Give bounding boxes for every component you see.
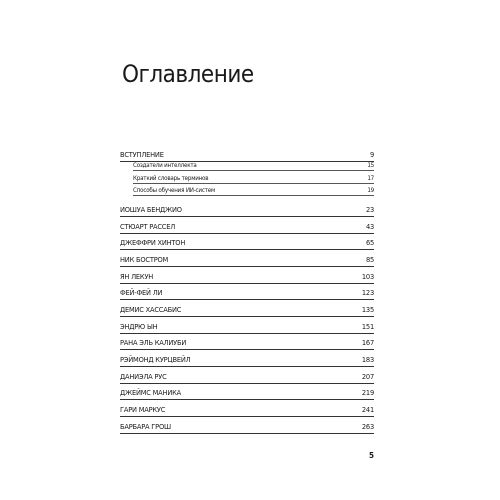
- toc-entry-page: 9: [369, 150, 374, 159]
- toc-entry-label: ДЖЕЙМС МАНИКА: [120, 388, 181, 397]
- toc-entry-label: РЭЙМОНД КУРЦВЕЙЛ: [120, 355, 191, 364]
- toc-entry-page: 43: [365, 222, 374, 231]
- toc-entry: [120, 288, 374, 297]
- toc-entry: [120, 305, 374, 314]
- toc-entry-page: 23: [365, 205, 374, 214]
- toc-entry-label: ГАРИ МАРКУС: [120, 405, 166, 414]
- toc-entry: [120, 175, 374, 182]
- toc-entry-page: 135: [361, 305, 374, 314]
- toc-entry: [120, 405, 374, 414]
- toc-entry: [120, 322, 374, 331]
- toc-entry-label: ФЕЙ-ФЕЙ ЛИ: [120, 288, 163, 297]
- toc-entry: [120, 187, 374, 194]
- toc-entry: [120, 222, 374, 231]
- toc-entry-label: НИК БОСТРОМ: [120, 255, 169, 264]
- toc-entry: [120, 272, 374, 281]
- toc-entry-page: 19: [367, 187, 374, 194]
- toc-entry: [120, 388, 374, 397]
- toc-entry: [120, 238, 374, 247]
- toc-entry-label: СТЮАРТ РАССЕЛ: [120, 222, 176, 231]
- toc-entry-page: 219: [361, 388, 374, 397]
- toc-entry-page: 167: [361, 338, 374, 347]
- toc-entry-label: ДЖЕФФРИ ХИНТОН: [120, 238, 186, 247]
- toc-entry-page: 263: [361, 422, 374, 431]
- toc-entry: [120, 150, 374, 159]
- toc-entry-page: 207: [361, 372, 374, 381]
- toc-entry-label: ИОШУА БЕНДЖИО: [120, 205, 182, 214]
- toc-entry-label: ДАНИЭЛА РУС: [120, 372, 167, 381]
- toc-entry-label: БАРБАРА ГРОШ: [120, 422, 171, 431]
- toc-entry-label: Способы обучения ИИ-систем: [133, 187, 215, 194]
- page-number: 5: [369, 451, 375, 460]
- toc-entry-page: 151: [361, 322, 374, 331]
- toc-entry-page: 85: [365, 255, 374, 264]
- toc-entry-label: Создатели интеллекта: [133, 162, 197, 169]
- toc-entry-page: 17: [367, 175, 374, 182]
- toc-entry-page: 183: [361, 355, 374, 364]
- toc-entry: [120, 372, 374, 381]
- toc-entry-page: 15: [367, 162, 374, 169]
- toc-entry-label: ЭНДРЮ ЫН: [120, 322, 158, 331]
- toc-entry: [120, 162, 374, 169]
- toc-entry: [120, 205, 374, 214]
- toc-entry-label: Краткий словарь терминов: [133, 175, 209, 182]
- toc-entry-page: 65: [365, 238, 374, 247]
- toc-entry-label: ДЕМИС ХАССАБИС: [120, 305, 182, 314]
- toc-entry: [120, 422, 374, 431]
- toc-entry-label: ЯН ЛЕКУН: [120, 272, 154, 281]
- toc-entry-label: РАНА ЭЛЬ КАЛИУБИ: [120, 338, 187, 347]
- toc-entry: [120, 338, 374, 347]
- toc-entry-page: 103: [361, 272, 374, 281]
- toc-entry-label: ВСТУПЛЕНИЕ: [120, 150, 164, 159]
- toc-entry: [120, 355, 374, 364]
- toc-entry-page: 241: [361, 405, 374, 414]
- toc-entry-page: 123: [361, 288, 374, 297]
- toc-entry: [120, 255, 374, 264]
- page-title: Оглавление: [122, 60, 254, 88]
